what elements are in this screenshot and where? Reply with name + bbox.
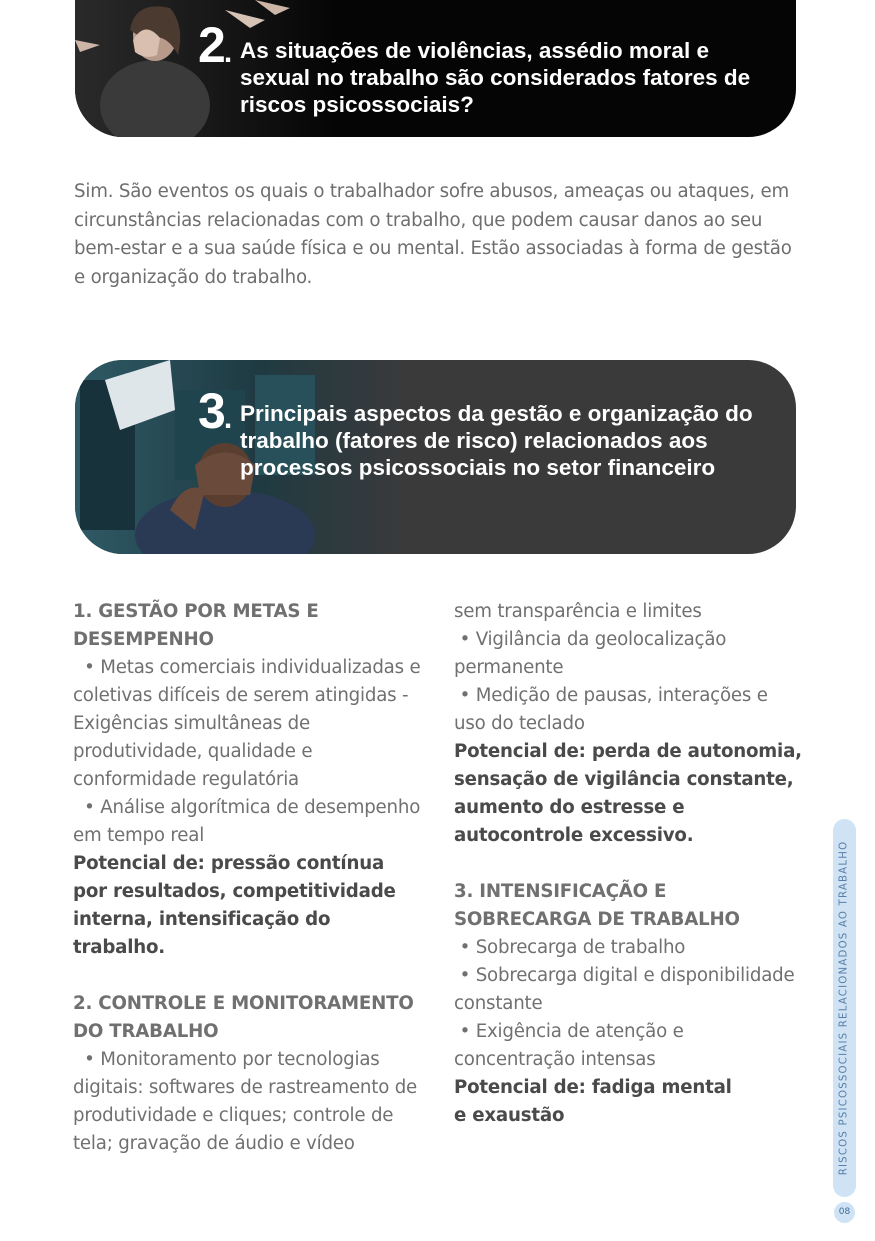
page-number: 08 <box>834 1202 855 1223</box>
topic-2-bullet-continued: sem transparência e limites <box>454 601 702 622</box>
topic-1-bullet: • Metas comerciais individualizadas e coletivas difíceis de serem atingidas - Exigências simultâneas de produtividade, qualidade e conformidade regulatória <box>73 657 427 790</box>
topic-2-bullet: • Monitoramento por tecnologias digitais: softwares de rastreamento de produtividade e cliques; controle de tela; gravação de áudio e vídeo <box>73 1049 423 1154</box>
section-3-title: Principais aspectos da gestão e organização do trabalho (fatores de risco) relacionados aos processos psicossociais no setor financeiro <box>240 401 753 480</box>
section-3-number: 3. <box>198 383 231 439</box>
topic-2-bullet: • Vigilância da geolocalização permanente <box>454 629 732 678</box>
section-2-banner <box>75 0 796 137</box>
topic-1-bullet: • Análise algorítmica de desempenho em tempo real <box>73 797 426 846</box>
topic-3-bullet: • Exigência de atenção e concentração intensas <box>454 1021 690 1070</box>
left-column <box>73 598 427 1158</box>
section-2-answer: Sim. São eventos os quais o trabalhador sofre abusos, ameaças ou ataques, em circunstâncias relacionadas com o trabalho, que podem causar danos ao seu bem-estar e a sua saúde física e ou mental. Estão associadas à forma de gestão e organização do trabalho. <box>74 181 792 288</box>
topic-1-heading: 1. GESTÃO POR METAS E DESEMPENHO <box>73 601 319 650</box>
topic-1-potential: Potencial de: pressão contínua por resultados, competitividade interna, intensificação do trabalho. <box>73 853 396 958</box>
topic-2-potential: Potencial de: perda de autonomia, sensação de vigilância constante, aumento do estresse e autocontrole excessivo. <box>454 741 802 846</box>
topic-2-heading: 2. CONTROLE E MONITORAMENTO DO TRABALHO <box>73 993 414 1042</box>
right-column <box>454 598 804 1130</box>
topic-3-heading: 3. INTENSIFICAÇÃO E SOBRECARGA DE TRABALHO <box>454 881 740 930</box>
section-2-number: 2. <box>198 17 231 73</box>
section-3-banner <box>75 360 796 554</box>
side-tab-label: RISCOS PSICOSSOCIAIS RELACIONADOS AO TRABALHO <box>838 840 850 1176</box>
section-2-title: As situações de violências, assédio moral e sexual no trabalho são considerados fatores de riscos psicossociais? <box>240 38 751 117</box>
topic-3-potential: e exaustão <box>454 1105 565 1126</box>
topic-3-bullet: • Sobrecarga de trabalho <box>454 937 686 958</box>
topic-2-bullet: • Medição de pausas, interações e uso do teclado <box>454 685 774 734</box>
topic-3-bullet: • Sobrecarga digital e disponibilidade constante <box>454 965 801 1014</box>
topic-3-potential: Potencial de: fadiga mental <box>454 1077 732 1098</box>
